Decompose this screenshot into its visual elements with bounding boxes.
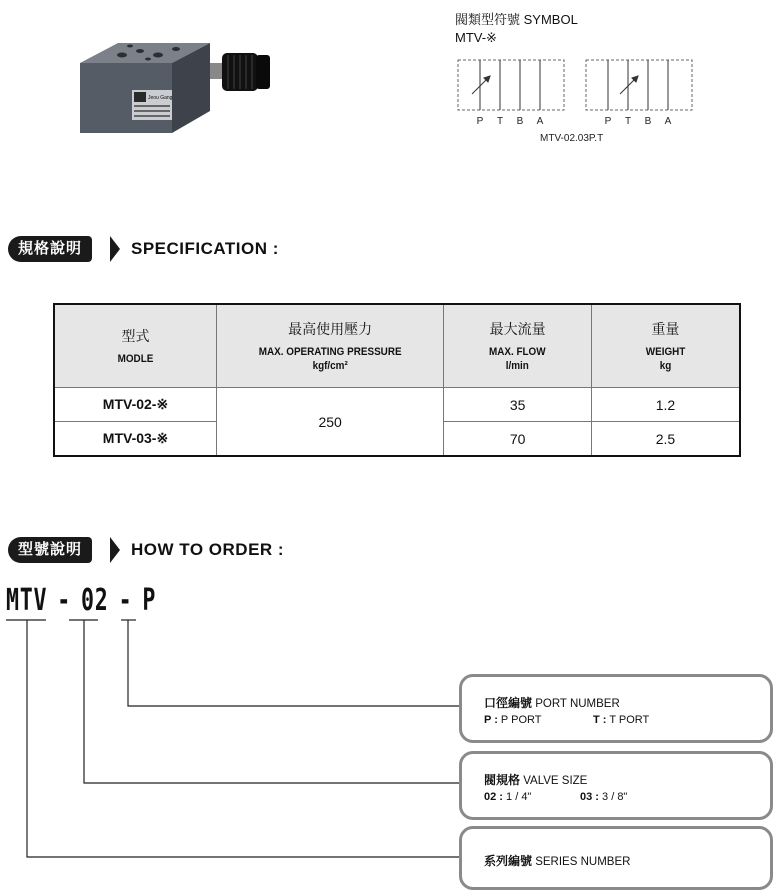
header-flow: 最大流量 MAX. FLOW l/min [444, 304, 592, 388]
series-number-en: SERIES NUMBER [535, 856, 631, 868]
port-label-p2: P [604, 116, 612, 127]
port-number-cn: 口徑編號 [484, 696, 533, 710]
size-opt1-code: 02 : [484, 791, 503, 803]
port-label-t1: T [496, 116, 504, 127]
port-opt1-code: P : [484, 714, 498, 726]
cell-weight: 1.2 [591, 388, 740, 422]
spec-title: SPECIFICATION : [131, 239, 279, 258]
product-image [60, 15, 300, 155]
cell-flow: 70 [444, 422, 592, 457]
spec-pill-tip [110, 236, 120, 262]
order-code [6, 583, 156, 618]
cell-flow: 35 [444, 388, 592, 422]
cell-model: MTV-02-※ [54, 388, 217, 422]
cell-pressure: 250 [217, 388, 444, 457]
order-pill-tip [110, 537, 120, 563]
order-pill: 型號說明 [8, 537, 92, 563]
series-number-cn: 系列編號 [484, 854, 533, 868]
brand-text: Jeou Gang [148, 95, 173, 101]
code-port: P [142, 583, 157, 618]
port-number-box [459, 674, 773, 743]
code-dash-2: - [118, 583, 133, 618]
symbol-model: MTV-※ [455, 30, 497, 45]
port-label-p1: P [476, 116, 484, 127]
table-row [54, 388, 740, 422]
port-opt1-text: P PORT [500, 714, 542, 726]
port-label-t2: T [624, 116, 632, 127]
size-opt2-code: 03 : [580, 791, 599, 803]
spec-table [53, 303, 741, 457]
size-opt1-text: 1 / 4" [506, 791, 532, 803]
port-label-a2: A [664, 116, 672, 127]
table-header-row [54, 304, 740, 388]
valve-size-box [459, 751, 773, 820]
cell-model: MTV-03-※ [54, 422, 217, 457]
series-number-box [459, 826, 773, 890]
size-opt2-text: 3 / 8" [602, 791, 628, 803]
symbol-caption: MTV-02.03P.T [540, 133, 604, 144]
valve-size-en: VALVE SIZE [523, 775, 588, 787]
header-weight: 重量 WEIGHT kg [591, 304, 740, 388]
port-opt2-text: T PORT [609, 714, 650, 726]
cell-weight: 2.5 [591, 422, 740, 457]
port-number-en: PORT NUMBER [535, 698, 620, 710]
port-label-b1: B [516, 116, 524, 127]
code-series: MTV [6, 583, 48, 618]
port-label-a1: A [536, 116, 544, 127]
port-label-b2: B [644, 116, 652, 127]
code-dash-1: - [57, 583, 71, 618]
valve-size-cn: 閥規格 [484, 773, 521, 787]
header-pressure: 最高使用壓力 MAX. OPERATING PRESSURE kgf/cm² [217, 304, 444, 388]
code-size: 02 [81, 583, 109, 618]
symbol-title: 閥類型符號 SYMBOL [455, 12, 578, 27]
order-title: HOW TO ORDER : [131, 540, 285, 559]
header-model: 型式 MODLE [54, 304, 217, 388]
spec-pill: 規格說明 [8, 236, 92, 262]
port-opt2-code: T : [593, 714, 607, 726]
